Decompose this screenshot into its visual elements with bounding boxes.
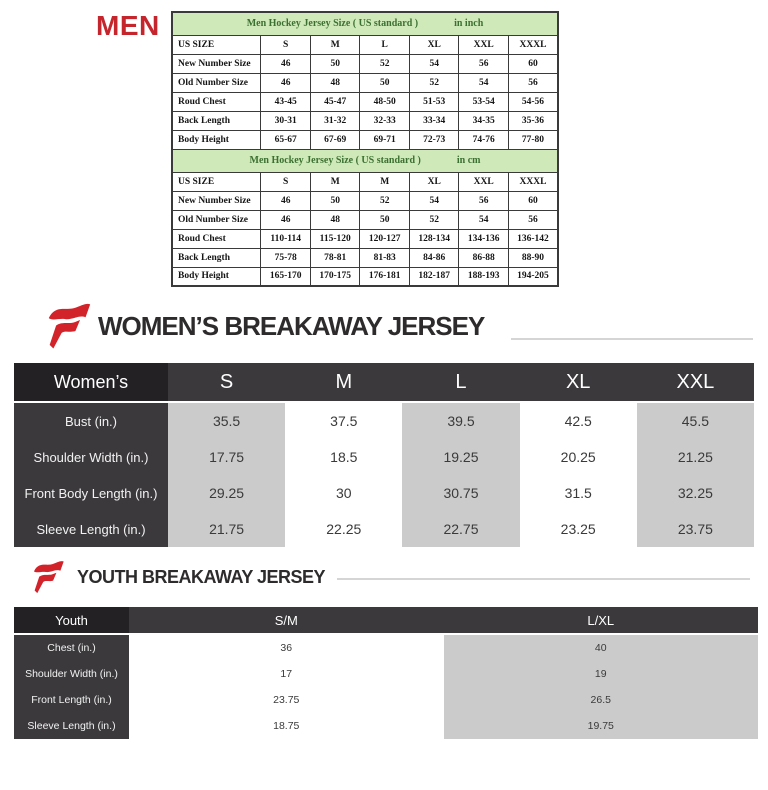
men-size-table [171,11,559,287]
row-label: Back Length [172,111,261,130]
table-cell: 115-120 [310,229,360,248]
table-cell: 52 [409,210,459,229]
table-cell: 50 [310,191,360,210]
size-column-header: XXL [459,172,509,191]
table-cell: 134-136 [459,229,509,248]
table-cell: 34-35 [459,111,509,130]
table-cell: 165-170 [261,267,311,286]
table-row [172,73,558,92]
table-cell: 84-86 [409,248,459,267]
table-cell: 81-83 [360,248,410,267]
table-cell: 21.25 [637,439,754,475]
table-cell: 52 [360,191,410,210]
table-cell: 31-32 [310,111,360,130]
row-label: Sleeve Length (in.) [14,511,168,547]
table-cell: 39.5 [402,403,519,439]
table-cell: 72-73 [409,130,459,149]
row-label: Bust (in.) [14,403,168,439]
size-column-header: L [402,363,519,403]
table-row [172,191,558,210]
table-cell: 188-193 [459,267,509,286]
table-caption-row [172,12,558,35]
table-cell: 22.75 [402,511,519,547]
fanatics-flag-icon [32,558,65,596]
table-cell: 18.5 [285,439,402,475]
table-cell: 52 [360,54,410,73]
table-cell: 54 [459,210,509,229]
section-divider [511,338,753,340]
size-header-row [172,35,558,54]
table-cell: 17 [129,661,444,687]
row-label: Roud Chest [172,229,261,248]
table-cell: 52 [409,73,459,92]
table-cell: 46 [261,210,311,229]
table-cell: 53-54 [459,92,509,111]
table-cell: 54 [409,54,459,73]
size-column-header: XL [409,172,459,191]
table-cell: 50 [360,73,410,92]
womens-size-table [14,363,754,547]
fanatics-flag-icon [46,300,92,352]
size-column-header: S [261,35,311,54]
table-cell: 30 [285,475,402,511]
table-cell: 23.75 [637,511,754,547]
youth-section-header [32,558,325,596]
table-cell: 54 [459,73,509,92]
table-cell: 54-56 [508,92,558,111]
table-cell: 45-47 [310,92,360,111]
men-section-title: MEN [96,10,160,41]
table-cell: 74-76 [459,130,509,149]
table-caption: Men Hockey Jersey Size ( US standard ) in inch [172,12,558,35]
table-cell: 35-36 [508,111,558,130]
row-label: Roud Chest [172,92,261,111]
unit-label: in cm [456,155,481,166]
table-row [172,92,558,111]
table-cell: 128-134 [409,229,459,248]
table-cell: 19.25 [402,439,519,475]
table-cell: 18.75 [129,713,444,739]
table-cell: 77-80 [508,130,558,149]
table-cell: 30-31 [261,111,311,130]
table-cell: 19.75 [444,713,759,739]
table-cell: 22.25 [285,511,402,547]
row-label: Shoulder Width (in.) [14,439,168,475]
size-column-header: XXXL [508,172,558,191]
size-column-header: L [360,35,410,54]
table-caption: Men Hockey Jersey Size ( US standard ) in cm [172,149,558,172]
table-cell: 29.25 [168,475,285,511]
table-cell: 32.25 [637,475,754,511]
table-cell: 50 [360,210,410,229]
row-label: Front Length (in.) [14,687,129,713]
table-row [172,54,558,73]
table-row [172,267,558,286]
womens-section-title: WOMEN’S BREAKAWAY JERSEY [98,310,485,341]
table-cell: 40 [444,635,759,661]
table-row [172,229,558,248]
size-column-header: S/M [129,607,444,635]
table-row [172,248,558,267]
row-label: Sleeve Length (in.) [14,713,129,739]
table-cell: 50 [310,54,360,73]
table-cell: 45.5 [637,403,754,439]
size-column-header: M [310,35,360,54]
table-cell: 78-81 [310,248,360,267]
row-label: Shoulder Width (in.) [14,661,129,687]
table-cell: 30.75 [402,475,519,511]
size-column-header: XL [520,363,637,403]
table-cell: 42.5 [520,403,637,439]
size-column-header: XL [409,35,459,54]
table-cell: 48-50 [360,92,410,111]
size-column-header: M [360,172,410,191]
table-cell: 20.25 [520,439,637,475]
table-cell: 136-142 [508,229,558,248]
table-cell: 48 [310,73,360,92]
corner-header: US SIZE [172,35,261,54]
table-cell: 35.5 [168,403,285,439]
table-cell: 32-33 [360,111,410,130]
table-cell: 54 [409,191,459,210]
table-cell: 120-127 [360,229,410,248]
table-cell: 46 [261,73,311,92]
row-label: Front Body Length (in.) [14,475,168,511]
table-cell: 75-78 [261,248,311,267]
womens-section-header [46,300,484,352]
table-cell: 56 [508,210,558,229]
section-divider [337,578,750,580]
table-cell: 65-67 [261,130,311,149]
table-cell: 110-114 [261,229,311,248]
table-cell: 86-88 [459,248,509,267]
youth-section-title: YOUTH BREAKAWAY JERSEY [77,566,326,587]
size-column-header: S [261,172,311,191]
table-cell: 43-45 [261,92,311,111]
unit-label: in inch [454,18,484,30]
size-column-header: M [285,363,402,403]
table-cell: 176-181 [360,267,410,286]
table-cell: 194-205 [508,267,558,286]
size-column-header: S [168,363,285,403]
table-cell: 23.75 [129,687,444,713]
row-label: Old Number Size [172,73,261,92]
table-caption-row [172,149,558,172]
corner-header: US SIZE [172,172,261,191]
table-cell: 56 [508,73,558,92]
corner-header: Women’s [14,363,168,403]
size-column-header: XXXL [508,35,558,54]
table-cell: 46 [261,54,311,73]
table-cell: 36 [129,635,444,661]
table-cell: 21.75 [168,511,285,547]
size-column-header: XXL [459,35,509,54]
row-label: New Number Size [172,191,261,210]
table-cell: 31.5 [520,475,637,511]
table-cell: 37.5 [285,403,402,439]
row-label: New Number Size [172,54,261,73]
table-cell: 48 [310,210,360,229]
row-label: Back Length [172,248,261,267]
table-cell: 46 [261,191,311,210]
table-cell: 19 [444,661,759,687]
row-label: Chest (in.) [14,635,129,661]
youth-size-table [14,607,758,739]
size-header-row [172,172,558,191]
table-cell: 60 [508,54,558,73]
size-column-header: M [310,172,360,191]
table-cell: 182-187 [409,267,459,286]
row-label: Old Number Size [172,210,261,229]
table-cell: 51-53 [409,92,459,111]
table-cell: 23.25 [520,511,637,547]
size-column-header: L/XL [444,607,759,635]
table-cell: 170-175 [310,267,360,286]
row-label: Body Height [172,267,261,286]
row-label: Body Height [172,130,261,149]
table-row [172,111,558,130]
table-cell: 67-69 [310,130,360,149]
table-row [172,130,558,149]
table-cell: 56 [459,54,509,73]
size-column-header: XXL [637,363,754,403]
table-cell: 17.75 [168,439,285,475]
table-cell: 56 [459,191,509,210]
table-cell: 33-34 [409,111,459,130]
corner-header: Youth [14,607,129,635]
table-cell: 60 [508,191,558,210]
table-cell: 69-71 [360,130,410,149]
table-row [172,210,558,229]
table-cell: 26.5 [444,687,759,713]
table-cell: 88-90 [508,248,558,267]
